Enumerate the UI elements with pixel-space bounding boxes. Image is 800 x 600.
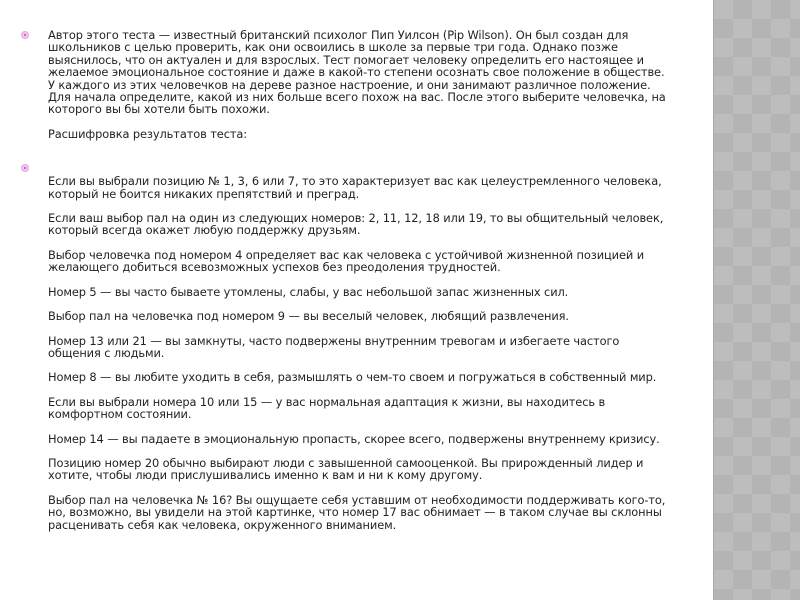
intro-line: У каждого из этих человечков на дереве разное настроение, и они занимают различное положение. [48,77,651,92]
intro-bullet-block [20,29,700,140]
result-line: Номер 14 — вы падаете в эмоциональную пропасть, скорее всего, подвержены внутреннему кризису. [48,431,660,446]
results-list [48,162,700,531]
result-paragraph [48,371,700,383]
intro-line: желаемое эмоциональное состояние и даже в какой-то степени осознать свое положение в обществе. [48,65,665,80]
intro-line: которого вы бы хотели быть похожи. [48,102,270,117]
result-paragraph [48,175,700,200]
bullet-icon [21,31,29,39]
result-line: который всегда окажет любую поддержку друзьям. [48,223,361,238]
result-paragraph [48,335,700,360]
results-heading: Расшифровка результатов теста: [48,126,248,141]
result-line: Номер 8 — вы любите уходить в себя, размышлять о чем-то своем и погружаться в собственный мир. [48,370,657,385]
result-paragraph [48,249,700,274]
result-line: общения с людьми. [48,345,165,360]
intro-paragraph [48,29,700,116]
result-line: Выбор пал на человечка под номером 9 — вы веселый человек, любящий развлечения. [48,309,569,324]
result-line: расценивать себя как человека, окруженного вниманием. [48,517,397,532]
result-line: комфортном состоянии. [48,407,192,422]
intro-line: выяснилось, что он актуален и для взрослых. Тест помогает человеку определить его настоящее и [48,52,644,67]
results-bullet-block [20,162,700,531]
result-line: хотите, чтобы люди прислушивались именно к вам и ни к кому другому. [48,468,483,483]
bullet-icon [21,164,29,172]
intro-line: Автор этого теста — известный британский психолог Пип Уилсон (Pip Wilson). Он был создан для [48,28,629,42]
result-paragraph [48,286,700,298]
result-paragraph [48,433,700,445]
intro-line: школьников с целью проверить, как они освоились в школе за первые три года. Однако позже [48,40,618,55]
result-line: но, возможно, вы увидели на этой картинке, что номер 17 вас обнимает — в таком случае вы склонны [48,505,662,520]
result-line: Выбор человечка под номером 4 определяет вас как человека с устойчивой жизненной позицией и [48,247,645,262]
result-line: Если вы выбрали номера 10 или 15 — у вас нормальная адаптация к жизни, вы находитесь в [48,394,606,409]
intro-line: Для начала определите, какой из них больше всего похож на вас. После этого выберите человечка, на [48,90,666,105]
result-paragraph [48,310,700,322]
result-line: Выбор пал на человечка № 16? Вы ощущаете себя уставшим от необходимости поддерживать кого-то, [48,492,666,507]
result-paragraph [48,212,700,237]
slide-content [20,29,700,531]
result-line: который не боится никаких препятствий и преград. [48,186,360,201]
result-line: Если вы выбрали позицию № 1, 3, 6 или 7, то это характеризует вас как целеустремленного человека, [48,174,662,189]
result-line: Номер 5 — вы часто бываете утомлены, слабы, у вас небольшой запас жизненных сил. [48,284,569,299]
result-line: Если ваш выбор пал на один из следующих номеров: 2, 11, 12, 18 или 19, то вы общительный человек, [48,211,664,226]
result-paragraph [48,457,700,482]
result-paragraph [48,396,700,421]
result-line: Позицию номер 20 обычно выбирают люди с завышенной самооценкой. Вы прирожденный лидер и [48,455,644,470]
result-paragraph [48,494,700,531]
result-line: желающего добиться всевозможных успехов без преодоления трудностей. [48,260,501,275]
side-decor-panel [713,0,800,600]
result-line: Номер 13 или 21 — вы замкнуты, часто подвержены внутренним тревогам и избегаете частого [48,333,620,348]
